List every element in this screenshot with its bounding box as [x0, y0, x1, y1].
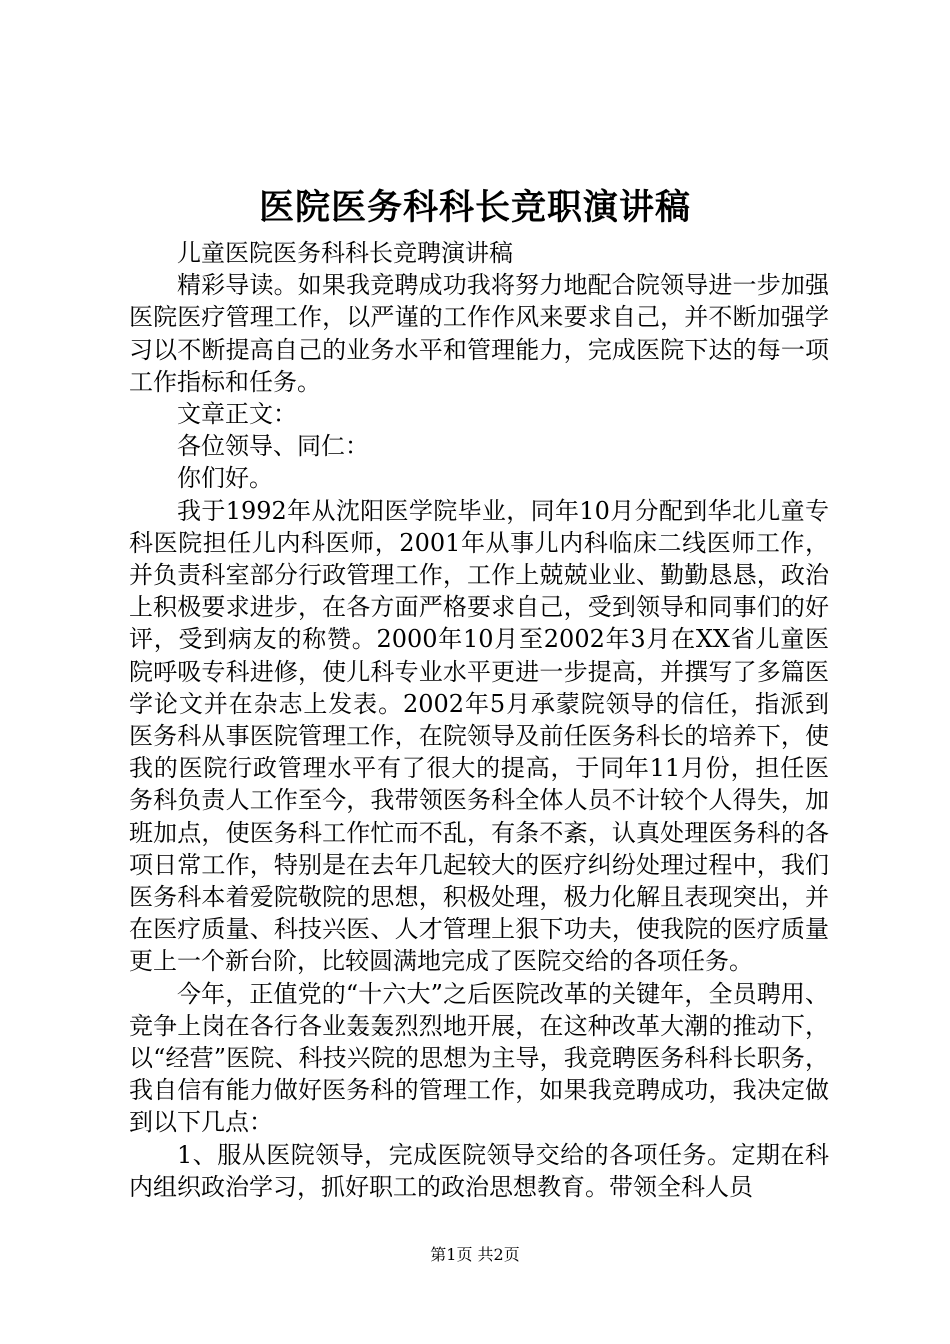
body-paragraph: 今年，正值党的“十六大”之后医院改革的关键年，全员聘用、竞争上岗在各行各业轰轰烈烈地开展，在这种改革大潮的推动下，以“经营”医院、科技兴院的思想为主导，我竞聘医务科科长职务，我自信有能力做好医务科的管理工作，如果我竞聘成功，我决定做到以下几点：: [129, 979, 829, 1137]
section-label: 文章正文：: [177, 400, 297, 429]
page-footer: 第1页 共2页: [430, 1245, 520, 1264]
greeting: 你们好。: [177, 464, 273, 493]
body-paragraph: 我于1992年从沈阳医学院毕业，同年10月分配到华北儿童专科医院担任儿内科医师，2001年从事儿内科临床二线医师工作，并负责科室部分行政管理工作，工作上兢兢业业、勤勤恳恳，政治上积极要求进步，在各方面严格要求自己，受到领导和同事们的好评，受到病友的称赞。2000年10月至2002年3月在XX省儿童医院呼吸专科进修，使儿科专业水平更进一步提高，并撰写了多篇医学论文并在杂志上发表。2002年5月承蒙院领导的信任，指派到医务科从事医院管理工作，在院领导及前任医务科长的培养下，使我的医院行政管理水平有了很大的提高，于同年11月份，担任医务科负责人工作至今，我带领医务科全体人员不计较个人得失，加班加点，使医务科工作忙而不乱，有条不紊，认真处理医务科的各项日常工作，特别是在去年几起较大的医疗纠纷处理过程中，我们医务科本着爱院敬院的思想，积极处理，极力化解且表现突出，并在医疗质量、科技兴医、人才管理上狠下功夫，使我院的医疗质量更上一个新台阶，比较圆满地完成了医院交给的各项任务。: [129, 496, 829, 976]
subtitle-paragraph: 儿童医院医务科科长竞聘演讲稿: [177, 239, 513, 267]
document-title: 医院医务科科长竞职演讲稿: [258, 187, 691, 228]
salutation: 各位领导、同仁：: [177, 432, 369, 461]
document-body: [129, 237, 829, 1203]
body-paragraph: 1、服从医院领导，完成医院领导交给的各项任务。定期在科内组织政治学习，抓好职工的政治思想教育。带领全科人员: [129, 1140, 829, 1201]
intro-paragraph: 精彩导读。如果我竞聘成功我将努力地配合院领导进一步加强医院医疗管理工作，以严谨的工作作风来要求自己，并不断加强学习以不断提高自己的业务水平和管理能力，完成医院下达的每一项工作指标和任务。: [129, 271, 829, 396]
